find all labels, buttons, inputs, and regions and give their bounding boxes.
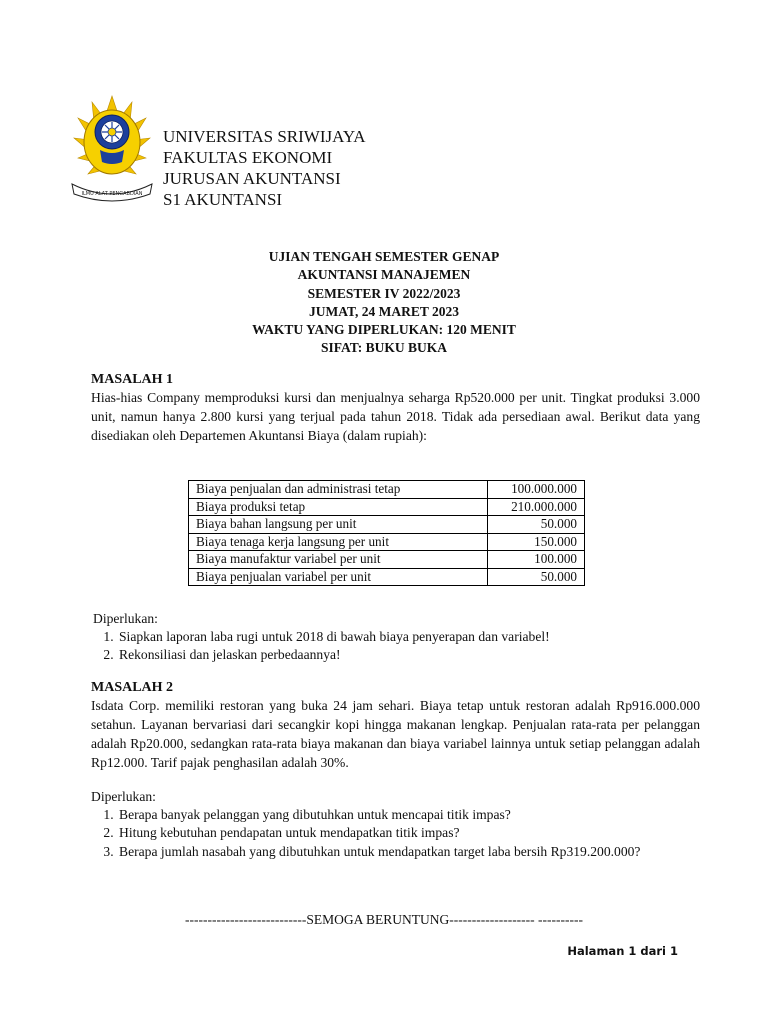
university-name: UNIVERSITAS SRIWIJAYA <box>163 127 366 146</box>
cost-label: Biaya produksi tetap <box>189 498 488 516</box>
table-row <box>189 533 585 551</box>
exam-title: UJIAN TENGAH SEMESTER GENAP <box>268 249 500 264</box>
problem2-text: Isdata Corp. memiliki restoran yang buka 24 jam sehari. Biaya tetap untuk restoran adalah Rp916.000.000 setahun. Layanan bervariasi dari secangkir kopi hingga makanan lengkap. Penjualan rata-rata per pelanggan adalah Rp20.000, sedangkan rata-rata biaya makanan dan biaya variabel lainnya untuk setiap pelanggan adalah Rp12.000. Tarif pajak penghasilan adalah 30%. <box>91 698 700 770</box>
exam-date: JUMAT, 24 MARET 2023 <box>309 303 459 319</box>
problem1-required-label: Diperlukan: <box>93 611 158 626</box>
department-name: JURUSAN AKUNTANSI <box>163 169 341 188</box>
problem2-required-list <box>91 806 700 861</box>
list-item: 1. Berapa banyak pelanggan yang dibutuhkan untuk mencapai titik impas? <box>117 806 700 824</box>
closing-line: ---------------------------SEMOGA BERUNTUNG------------------- ---------- <box>184 912 583 927</box>
cost-value: 100.000 <box>488 551 585 569</box>
list-item: 2. Rekonsiliasi dan jelaskan perbedaannya! <box>117 646 700 664</box>
cost-value: 100.000.000 <box>488 481 585 499</box>
problem1-title: MASALAH 1 <box>91 372 174 387</box>
cost-value: 150.000 <box>488 533 585 551</box>
cost-label: Biaya tenaga kerja langsung per unit <box>189 533 488 551</box>
problem1-text: Hias-hias Company memproduksi kursi dan menjualnya seharga Rp520.000 per unit. Tingkat produksi 3.000 unit, namun hanya 2.800 kursi yang terjual pada tahun 2018. Tidak ada persediaan awal. Berikut data yang disediakan oleh Departemen Akuntansi Biaya (dalam rupiah): <box>91 390 700 443</box>
table-row <box>189 481 585 499</box>
exam-type: SIFAT: BUKU BUKA <box>320 340 447 356</box>
cost-label: Biaya penjualan variabel per unit <box>189 568 488 586</box>
list-item: 2. Hitung kebutuhan pendapatan untuk mendapatkan titik impas? <box>117 824 700 842</box>
program-name: S1 AKUNTANSI <box>163 190 283 209</box>
problem2-required <box>91 788 700 861</box>
page-number: Halaman 1 dari 1 <box>567 944 678 958</box>
problem2-required-label: Diperlukan: <box>91 789 156 804</box>
cost-label: Biaya penjualan dan administrasi tetap <box>189 481 488 499</box>
problem1-required <box>91 610 700 665</box>
faculty-name: FAKULTAS EKONOMI <box>163 148 333 167</box>
exam-semester: SEMESTER IV 2022/2023 <box>307 285 461 301</box>
cost-label: Biaya manufaktur variabel per unit <box>189 551 488 569</box>
table-row <box>189 551 585 569</box>
exam-header <box>0 248 768 358</box>
cost-value: 210.000.000 <box>488 498 585 516</box>
problem1-required-list <box>91 628 700 665</box>
problem2-block <box>91 680 700 772</box>
table-row <box>189 498 585 516</box>
cost-label: Biaya bahan langsung per unit <box>189 516 488 534</box>
problem2-title: MASALAH 2 <box>91 680 174 695</box>
exam-duration: WAKTU YANG DIPERLUKAN: 120 MENIT <box>252 322 516 338</box>
list-item: 3. Berapa jumlah nasabah yang dibutuhkan untuk mendapatkan target laba bersih Rp319.200.000? <box>117 843 700 861</box>
university-seal-logo <box>70 92 154 204</box>
cost-value: 50.000 <box>488 516 585 534</box>
logo-motto: ILMU ALAT PENGABDIAN <box>81 191 143 197</box>
problem1-block <box>91 372 700 445</box>
cost-table <box>188 480 585 586</box>
institution-block <box>163 126 366 210</box>
list-item: 1. Siapkan laporan laba rugi untuk 2018 di bawah biaya penyerapan dan variabel! <box>117 628 700 646</box>
cost-value: 50.000 <box>488 568 585 586</box>
exam-course: AKUNTANSI MANAJEMEN <box>297 267 471 283</box>
table-row <box>189 516 585 534</box>
table-row <box>189 568 585 586</box>
